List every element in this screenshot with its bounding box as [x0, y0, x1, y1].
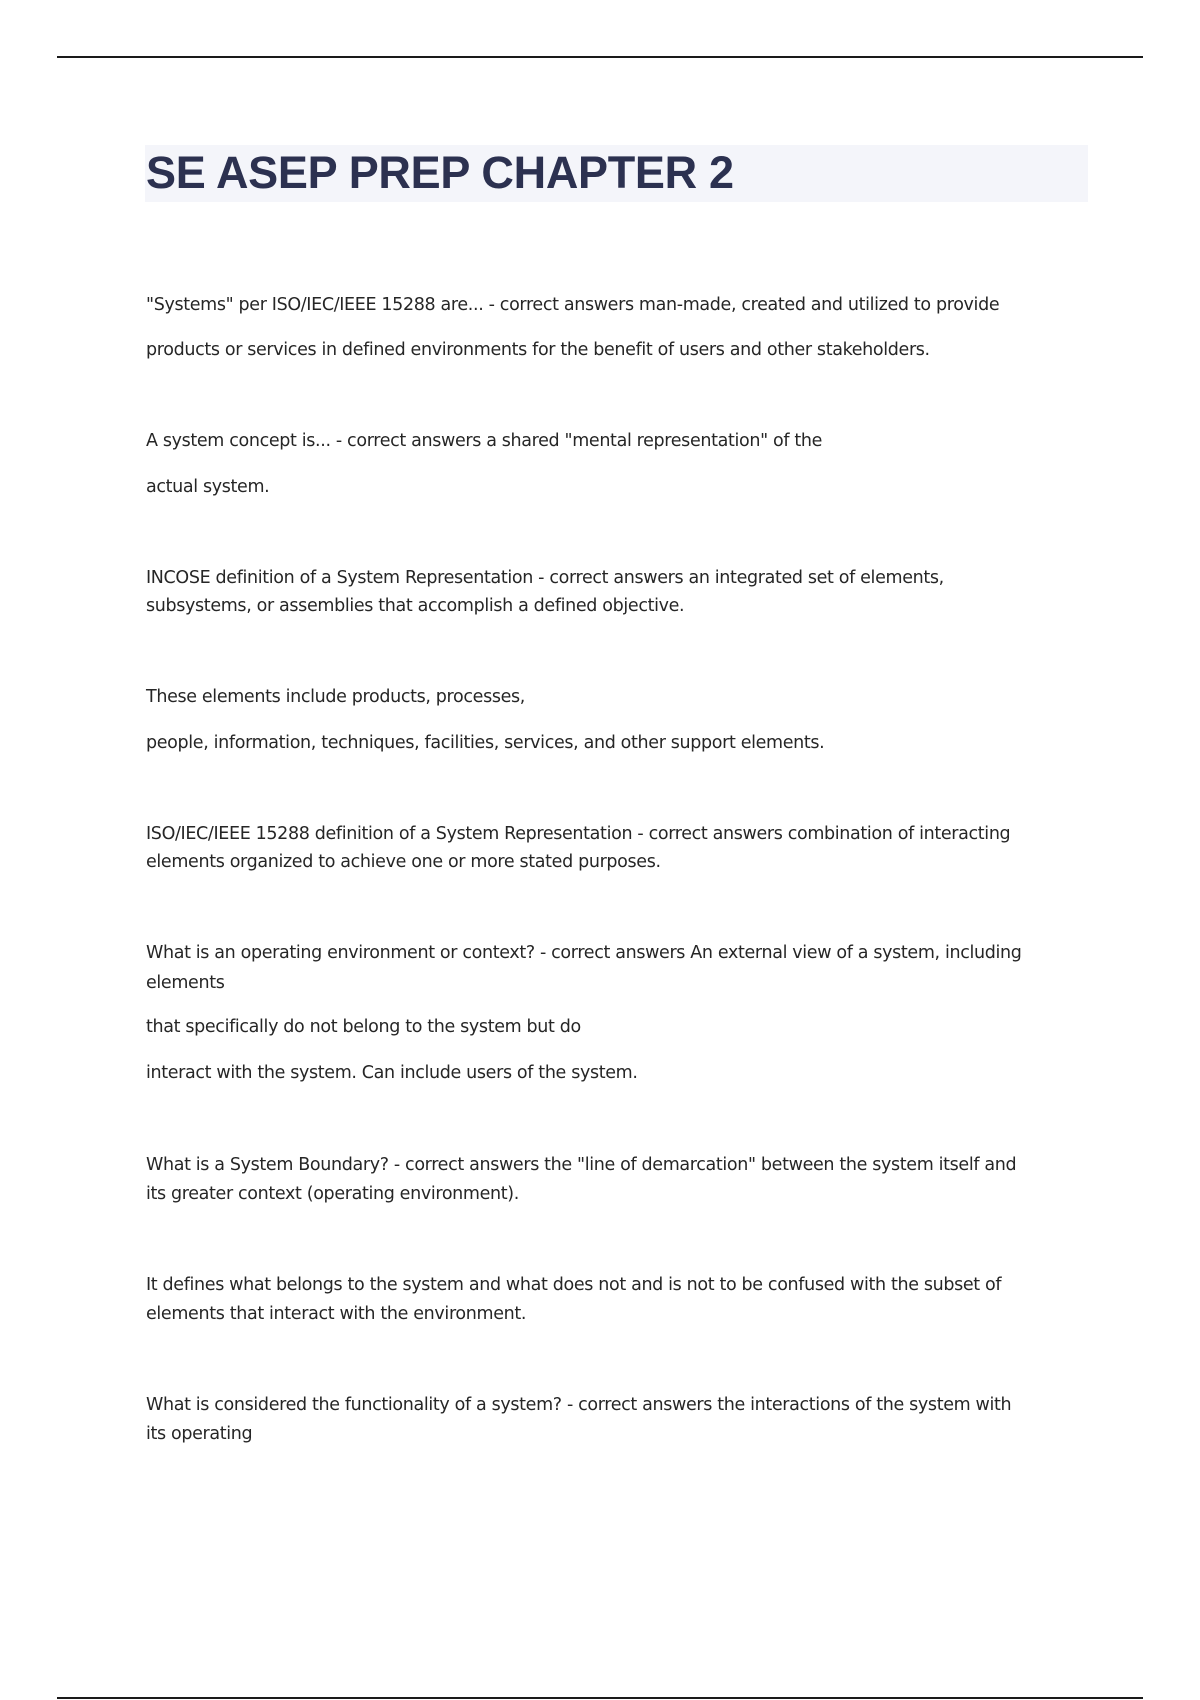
q1-line-1: "Systems" per ISO/IEC/IEEE 15288 are... - correct answers man-made, created and utilized to provide: [146, 295, 1000, 315]
footer-rule: [57, 1697, 1143, 1699]
q3-line-1: INCOSE definition of a System Representation - correct answers an integrated set of elements,: [146, 568, 944, 588]
document-title: SE ASEP PREP CHAPTER 2: [146, 147, 734, 198]
q6-continued-line-2: elements that interact with the environment.: [146, 1304, 527, 1324]
q6-continued-line-1: It defines what belongs to the system and what does not and is not to be confused with the subset of: [146, 1275, 1002, 1295]
q4-line-2: elements organized to achieve one or more stated purposes.: [146, 852, 661, 872]
q1-line-2: products or services in defined environments for the benefit of users and other stakeholders.: [146, 340, 930, 360]
q3-continued-line-1: These elements include products, processes,: [146, 687, 525, 707]
q5-line-2: elements: [146, 973, 225, 993]
q7-line-1: What is considered the functionality of a system? - correct answers the interactions of the system with: [146, 1395, 1012, 1415]
q5-line-1: What is an operating environment or context? - correct answers An external view of a system, including: [146, 943, 1022, 963]
q2-line-2: actual system.: [146, 477, 270, 497]
q6-line-2: its greater context (operating environment).: [146, 1184, 519, 1204]
q5-line-4: interact with the system. Can include users of the system.: [146, 1063, 638, 1083]
q7-line-2: its operating: [146, 1424, 253, 1444]
q5-line-3: that specifically do not belong to the system but do: [146, 1017, 581, 1037]
q6-line-1: What is a System Boundary? - correct answers the "line of demarcation" between the system itself and: [146, 1155, 1017, 1175]
q2-line-1: A system concept is... - correct answers a shared "mental representation" of the: [146, 431, 823, 451]
q3-line-2: subsystems, or assemblies that accomplish a defined objective.: [146, 596, 685, 616]
q3-continued-line-2: people, information, techniques, facilities, services, and other support elements.: [146, 733, 825, 753]
header-rule: [57, 56, 1143, 58]
q4-line-1: ISO/IEC/IEEE 15288 definition of a System Representation - correct answers combination of interacting: [146, 824, 1011, 844]
